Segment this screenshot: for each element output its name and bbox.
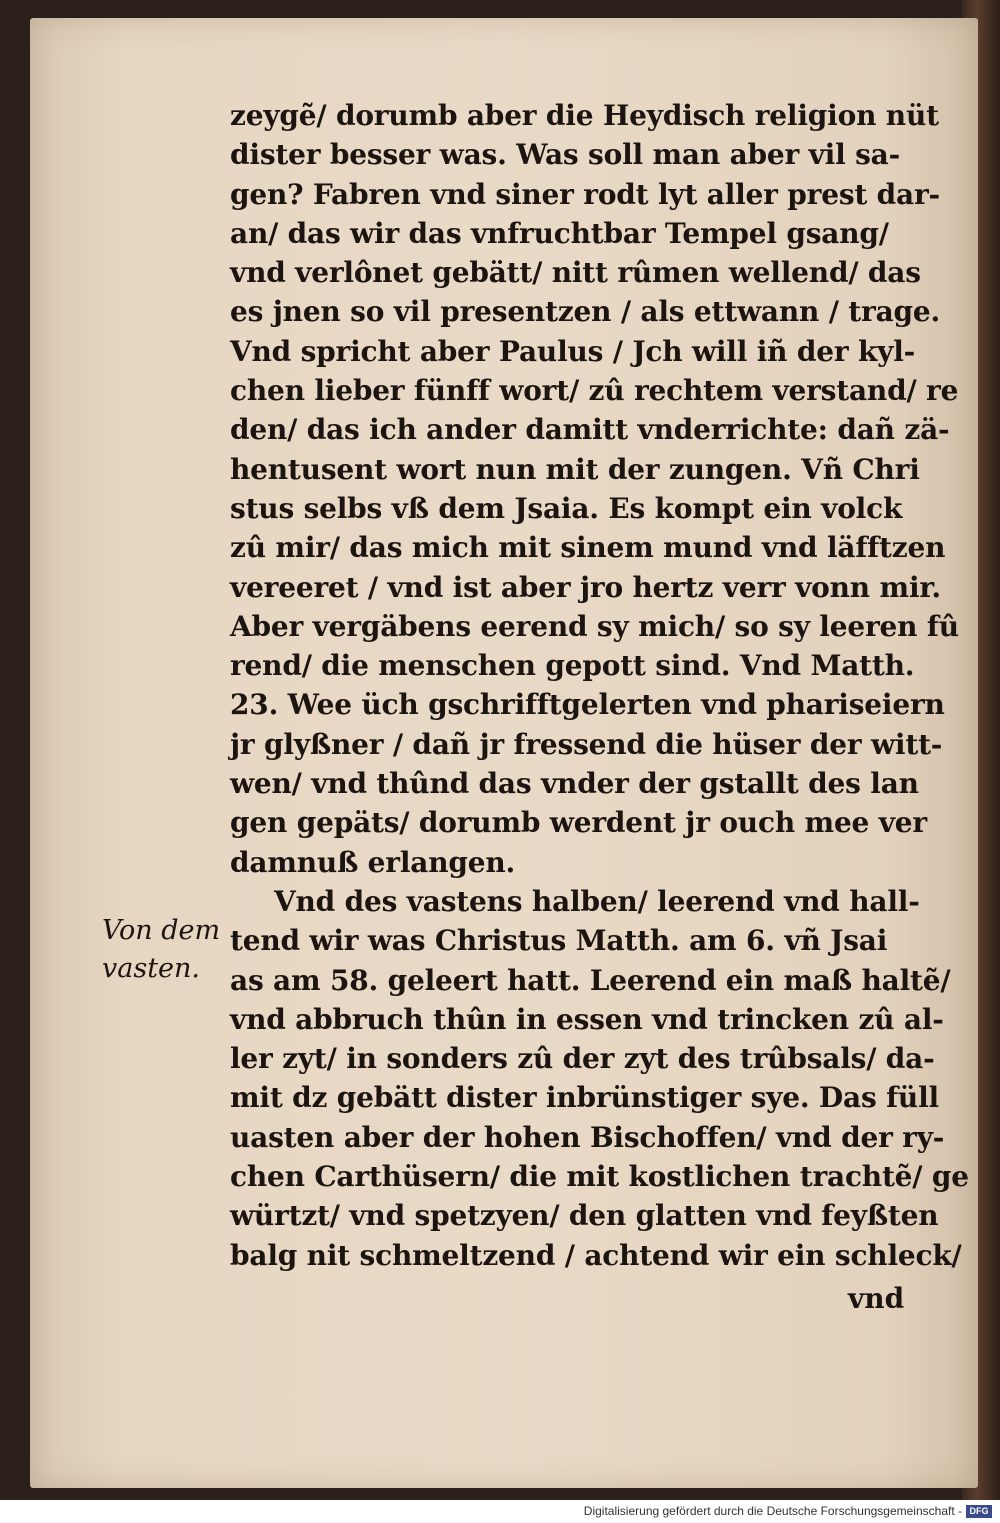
text-line-paragraph-start: Vnd des vastens halben/ leerend vnd hall- [274,884,920,918]
text-line: gen gepäts/ dorumb werdent jr ouch mee ver [230,806,927,840]
footer-bar [0,1500,1000,1523]
text-line: Vnd spricht aber Paulus / Jch will iñ der kyl- [230,334,916,368]
text-line: gen? Fabren vnd siner rodt lyt aller prest dar- [230,177,940,211]
text-line: würtzt/ vnd spetzyen/ den glatten vnd feyßten [230,1199,939,1233]
book-page [30,18,978,1488]
text-line: an/ das wir das vnfruchtbar Tempel gsang/ [230,216,889,250]
text-line: vnd abbruch thûn in essen vnd trincken zû al- [230,1002,944,1036]
text-line: stus selbs vß dem Jsaia. Es kompt ein volck [230,491,903,525]
text-line: chen Carthüsern/ die mit kostlichen trachtẽ/ ge [230,1160,969,1194]
text-line: hentusent wort nun mit der zungen. Vñ Chri [230,452,920,486]
text-line: vnd verlônet gebätt/ nitt rûmen wellend/ das [230,256,921,290]
text-line: chen lieber fünff wort/ zû rechtem verstand/ re [230,374,959,408]
text-line: jr glyßner / dañ jr fressend die hüser der witt- [230,727,943,761]
marginal-note [102,912,242,988]
text-line: 23. Wee üch gschrifftgelerten vnd phariseiern [230,688,945,722]
text-line: den/ das ich ander damitt vnderrichte: dañ zä- [230,413,950,447]
funding-credit: Digitalisierung gefördert durch die Deutsche Forschungsgemeinschaft - [583,1504,962,1518]
text-line: zû mir/ das mich mit sinem mund vnd läfftzen [230,531,946,565]
text-line: Aber vergäbens eerend sy mich/ so sy leeren fû [230,609,959,643]
text-line: vereeret / vnd ist aber jro hertz verr vonn mir. [230,570,941,604]
text-line: tend wir was Christus Matth. am 6. vñ Jsai [230,924,888,958]
text-line: zeygẽ/ dorumb aber die Heydisch religion nüt [230,99,939,132]
text-line: es jnen so vil presentzen / als ettwann / trage. [230,295,941,329]
marginal-note-line: vasten. [102,953,201,984]
main-text-block [230,96,969,1275]
text-line: rend/ die menschen gepott sind. Vnd Matth. [230,649,915,683]
text-line: wen/ vnd thûnd das vnder der gstallt des lan [230,767,919,801]
text-line: dister besser was. Was soll man aber vil sa- [230,138,901,172]
text-line: balg nit schmeltzend / achtend wir ein schleck/ [230,1238,962,1272]
text-line: uasten aber der hohen Bischoffen/ vnd der ry- [230,1120,945,1154]
text-line: damnuß erlangen. [230,845,516,879]
marginal-note-line: Von dem [102,915,221,946]
text-line: ler zyt/ in sonders zû der zyt des trûbsals/ da- [230,1042,935,1076]
text-line: as am 58. geleert hatt. Leerend ein maß haltẽ/ [230,963,951,997]
dfg-logo-icon: DFG [966,1505,992,1518]
catchword: vnd [848,1282,905,1315]
text-line: mit dz gebätt dister inbrünstiger sye. Das füll [230,1081,939,1115]
